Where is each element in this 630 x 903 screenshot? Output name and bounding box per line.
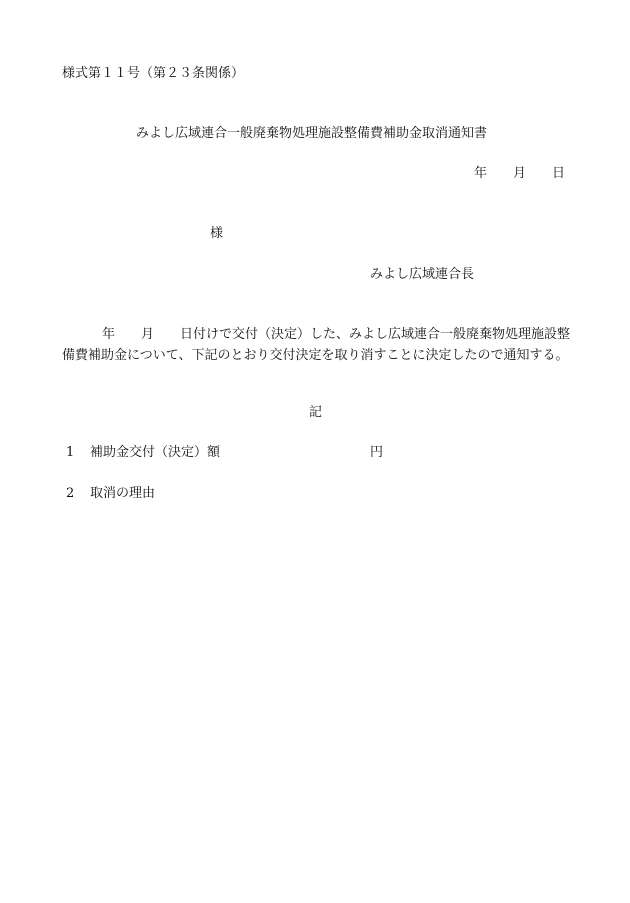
date-year-label: 年: [474, 166, 488, 181]
date-line: [474, 166, 565, 182]
body-text: 日付けで交付（決定）した、みよし広域連合一般廃棄物処理施設整備費補助金について、下記のとおり交付決定を取り消すことに決定したので通知する。: [62, 327, 571, 363]
body-paragraph: [62, 324, 574, 366]
item-label-cancellation-reason: 取消の理由: [90, 486, 156, 501]
item-number-2: 2: [66, 486, 75, 501]
date-month-label: 月: [513, 166, 527, 181]
body-month-label: 月: [141, 327, 155, 342]
date-day-label: 日: [552, 166, 566, 181]
item-unit-yen: 円: [370, 445, 384, 460]
document-title: みよし広域連合一般廃棄物処理施設整備費補助金取消通知書: [136, 126, 488, 141]
form-number: 様式第１１号（第２３条関係）: [62, 66, 245, 81]
addressee-suffix: 様: [210, 226, 224, 241]
ki-heading: 記: [309, 405, 323, 420]
body-year-label: 年: [102, 327, 116, 342]
item-label-subsidy-amount: 補助金交付（決定）額: [90, 445, 221, 460]
item-number-1: 1: [66, 445, 75, 460]
sender-name: みよし広域連合長: [370, 267, 475, 282]
